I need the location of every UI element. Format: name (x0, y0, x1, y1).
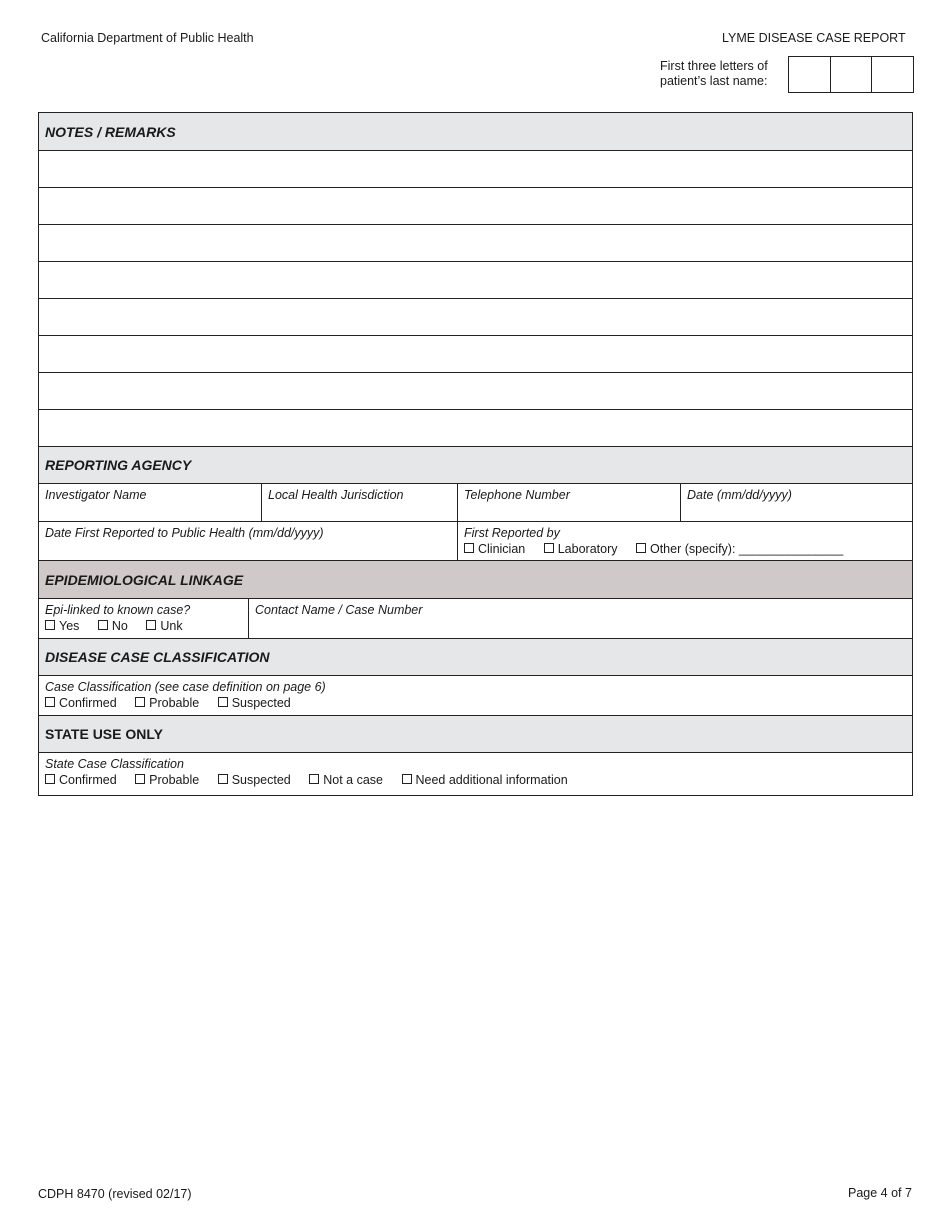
case-classification-label: Case Classification (see case definition on page 6) (45, 680, 326, 694)
suspected-label: Suspected (231, 696, 291, 710)
other-label: Other (specify): _______________ (649, 542, 844, 556)
notes-input-6[interactable] (39, 336, 912, 372)
notes-input-8[interactable] (39, 410, 912, 446)
clinician-option[interactable] (464, 542, 525, 556)
notes-input-3[interactable] (39, 225, 912, 261)
agency-name: California Department of Public Health (41, 31, 254, 45)
case-report-form (38, 112, 913, 796)
notes-line-1[interactable] (39, 150, 912, 187)
report-date-field[interactable] (680, 484, 912, 521)
checkbox-icon[interactable] (636, 543, 646, 553)
epi-no-option[interactable] (98, 619, 128, 633)
notes-section-title: NOTES / REMARKS (45, 123, 176, 140)
state-use-header (39, 715, 912, 752)
notes-input-7[interactable] (39, 373, 912, 409)
epi-linkage-header (39, 560, 912, 598)
epi-linked-label: Epi-linked to known case? (45, 603, 191, 617)
confirmed-option[interactable] (45, 696, 117, 710)
checkbox-icon[interactable] (218, 774, 228, 784)
classification-header (39, 638, 912, 675)
state-use-title: STATE USE ONLY (45, 726, 163, 742)
laboratory-option[interactable] (544, 542, 618, 556)
state-case-classification-field (39, 753, 912, 795)
state-need-info-label: Need additional information (415, 773, 568, 787)
classification-row (39, 675, 912, 715)
last-name-label-line2: patient’s last name: (660, 74, 768, 88)
checkbox-icon[interactable] (309, 774, 319, 784)
epi-linked-options (45, 619, 242, 633)
state-not-a-case-option[interactable] (309, 773, 383, 787)
state-use-row (39, 752, 912, 795)
checkbox-icon[interactable] (464, 543, 474, 553)
epi-linkage-row (39, 598, 912, 638)
last-name-label-line1: First three letters of (660, 59, 768, 73)
reporting-agency-header (39, 446, 912, 483)
checkbox-icon[interactable] (45, 620, 55, 630)
state-not-a-case-label: Not a case (323, 773, 384, 787)
first-reported-by-field (457, 522, 912, 560)
investigator-name-field[interactable] (39, 484, 261, 521)
checkbox-icon[interactable] (45, 774, 55, 784)
local-health-jurisdiction-field[interactable] (261, 484, 457, 521)
clinician-label: Clinician (478, 542, 526, 556)
letter-box-1[interactable] (789, 57, 830, 92)
epi-linkage-title: EPIDEMIOLOGICAL LINKAGE (45, 571, 244, 588)
state-case-classification-label: State Case Classification (45, 757, 184, 771)
classification-title: DISEASE CASE CLASSIFICATION (45, 649, 270, 665)
notes-section-header (39, 113, 912, 150)
checkbox-icon[interactable] (135, 774, 145, 784)
state-probable-label: Probable (149, 773, 200, 787)
notes-input-2[interactable] (39, 188, 912, 224)
state-need-info-option[interactable] (402, 773, 568, 787)
notes-input-5[interactable] (39, 299, 912, 335)
epi-unk-option[interactable] (146, 619, 182, 633)
local-health-jurisdiction-label: Local Health Jurisdiction (268, 488, 404, 502)
notes-line-6[interactable] (39, 335, 912, 372)
notes-input-1[interactable] (39, 151, 912, 187)
contact-name-field[interactable] (248, 599, 912, 638)
checkbox-icon[interactable] (98, 620, 108, 630)
last-name-letter-boxes (788, 56, 914, 93)
notes-line-4[interactable] (39, 261, 912, 298)
report-title: LYME DISEASE CASE REPORT (722, 31, 906, 45)
checkbox-icon[interactable] (402, 774, 412, 784)
telephone-number-field[interactable] (457, 484, 680, 521)
reporting-agency-row-1 (39, 483, 912, 521)
date-first-reported-label: Date First Reported to Public Health (mm/dd/yyyy) (45, 526, 324, 540)
checkbox-icon[interactable] (135, 697, 145, 707)
probable-option[interactable] (135, 696, 199, 710)
state-classification-options (45, 773, 906, 787)
probable-label: Probable (149, 696, 200, 710)
checkbox-icon[interactable] (218, 697, 228, 707)
other-option[interactable] (636, 542, 843, 556)
first-reported-by-label: First Reported by (464, 526, 560, 540)
notes-line-3[interactable] (39, 224, 912, 261)
telephone-number-label: Telephone Number (464, 488, 570, 502)
laboratory-label: Laboratory (557, 542, 618, 556)
notes-line-8[interactable] (39, 409, 912, 446)
letter-box-3[interactable] (871, 57, 913, 92)
suspected-option[interactable] (218, 696, 291, 710)
epi-yes-option[interactable] (45, 619, 79, 633)
epi-no-label: No (111, 619, 128, 633)
state-confirmed-option[interactable] (45, 773, 117, 787)
investigator-name-label: Investigator Name (45, 488, 147, 502)
reporting-agency-title: REPORTING AGENCY (45, 457, 192, 473)
checkbox-icon[interactable] (146, 620, 156, 630)
state-confirmed-label: Confirmed (59, 773, 117, 787)
checkbox-icon[interactable] (544, 543, 554, 553)
case-classification-options (45, 696, 906, 710)
date-first-reported-field[interactable] (39, 522, 457, 560)
epi-yes-label: Yes (59, 619, 80, 633)
report-date-label: Date (mm/dd/yyyy) (687, 488, 792, 502)
notes-line-5[interactable] (39, 298, 912, 335)
form-id: CDPH 8470 (revised 02/17) (38, 1187, 192, 1201)
notes-input-4[interactable] (39, 262, 912, 298)
letter-box-2[interactable] (830, 57, 872, 92)
state-suspected-label: Suspected (231, 773, 291, 787)
epi-linked-field (39, 599, 248, 638)
contact-name-label: Contact Name / Case Number (255, 603, 423, 617)
notes-line-7[interactable] (39, 372, 912, 409)
first-reported-by-options (464, 542, 906, 556)
reporting-agency-row-2 (39, 521, 912, 560)
case-classification-field (39, 676, 912, 715)
state-suspected-option[interactable] (218, 773, 291, 787)
checkbox-icon[interactable] (45, 697, 55, 707)
confirmed-label: Confirmed (59, 696, 117, 710)
last-name-letters-label (660, 59, 768, 89)
epi-unk-label: Unk (160, 619, 183, 633)
page-number: Page 4 of 7 (848, 1186, 912, 1200)
state-probable-option[interactable] (135, 773, 199, 787)
notes-line-2[interactable] (39, 187, 912, 224)
